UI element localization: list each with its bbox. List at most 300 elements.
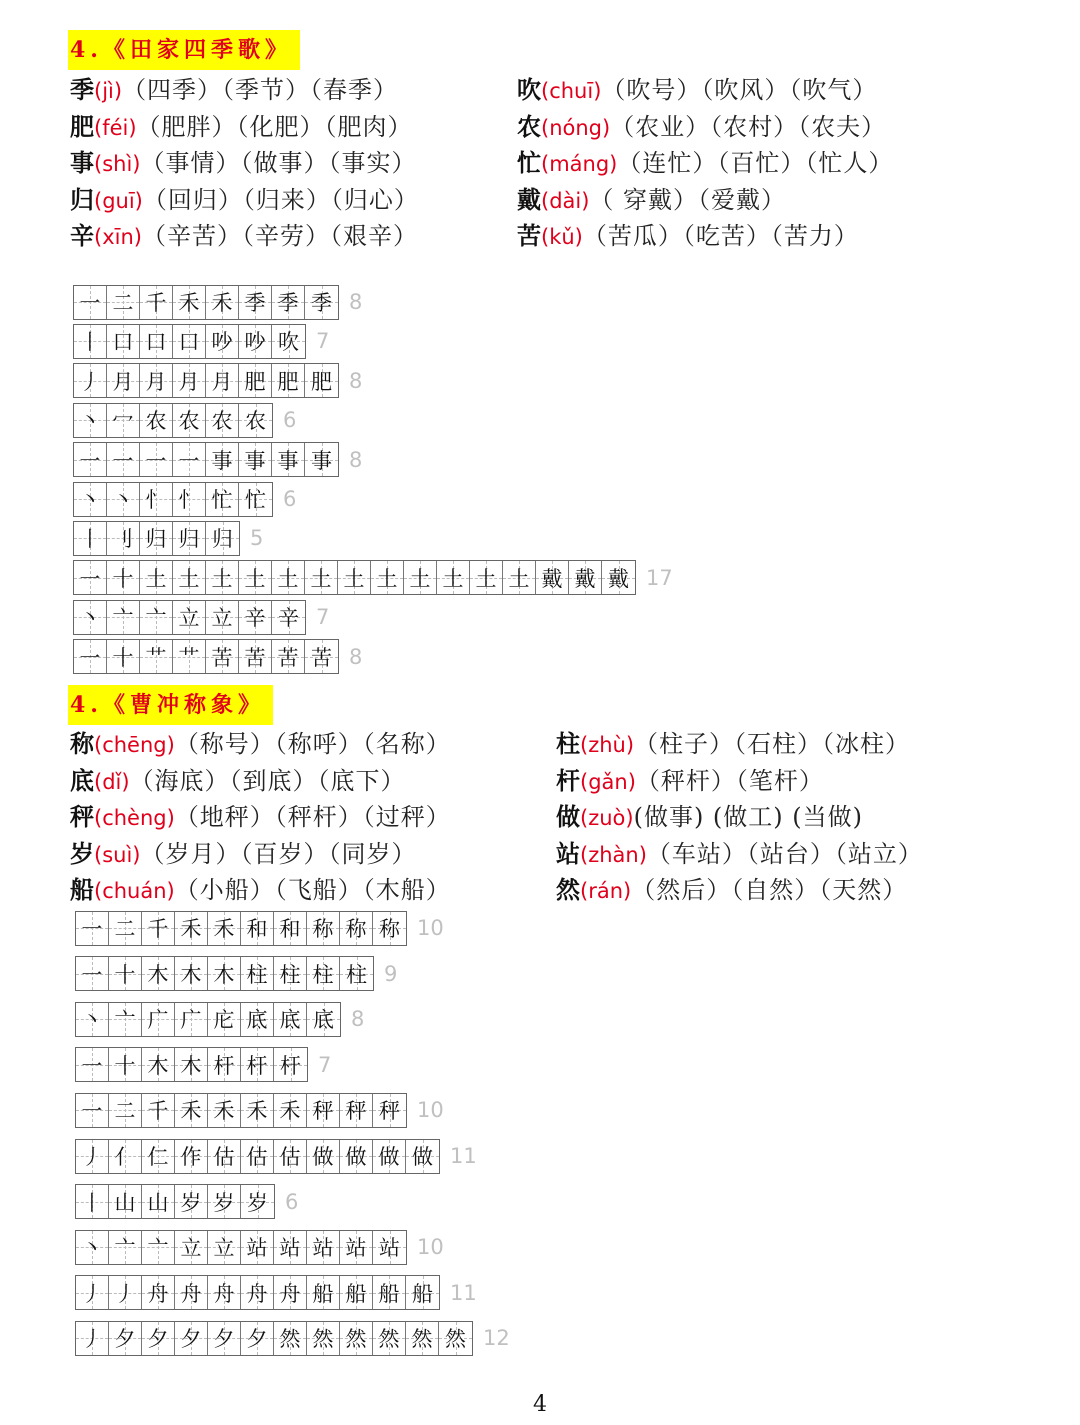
stroke-glyph: 做 [378, 1145, 400, 1169]
stroke-cell [340, 912, 373, 945]
vocab-pinyin: (rán) [580, 879, 632, 903]
stroke-count: 8 [349, 290, 363, 314]
vocab-words: （辛苦）（辛劳）（艰辛） [141, 222, 418, 250]
stroke-cell [274, 1322, 307, 1355]
stroke-glyph: 丨 [81, 1190, 103, 1215]
vocab-entry [70, 182, 419, 218]
stroke-glyph: 然 [411, 1327, 433, 1352]
stroke-glyph: 土 [244, 566, 266, 591]
stroke-cell [142, 912, 175, 945]
stroke-cell [208, 1094, 241, 1127]
vocab-words: (做事) (做工) (当做) [633, 803, 864, 831]
stroke-glyph: 亠 [147, 1236, 169, 1261]
stroke-grid [73, 442, 339, 477]
stroke-glyph: 舟 [246, 1281, 268, 1306]
stroke-glyph: 忙 [211, 488, 233, 512]
stroke-glyph: 季 [277, 291, 299, 315]
stroke-cell [206, 404, 239, 437]
stroke-glyph: 做 [412, 1145, 433, 1169]
vocab-character: 柱 [556, 729, 580, 758]
stroke-cell [406, 1276, 439, 1309]
stroke-glyph: 夕 [246, 1327, 268, 1352]
vocab-character: 肥 [70, 111, 94, 141]
stroke-glyph: 禾 [211, 291, 233, 315]
stroke-glyph: 艹 [145, 645, 167, 670]
vocab-words: （连忙）（百忙）（忙人） [617, 149, 894, 177]
stroke-glyph: 站 [379, 1236, 400, 1261]
vocab-character: 季 [70, 75, 94, 104]
stroke-glyph: 忄 [145, 488, 167, 512]
stroke-glyph: 土 [145, 566, 167, 591]
stroke-cell [241, 1003, 274, 1036]
stroke-glyph: 丶 [79, 488, 101, 512]
stroke-grid [73, 324, 306, 359]
stroke-glyph: 吵 [211, 330, 233, 355]
vocab-entry [517, 218, 859, 254]
stroke-glyph: 一 [79, 645, 101, 670]
vocab-entry [556, 872, 907, 908]
stroke-count: 8 [349, 368, 363, 393]
stroke-glyph: 土 [442, 566, 464, 591]
stroke-grid [75, 1230, 407, 1265]
stroke-glyph: 土 [343, 566, 365, 591]
stroke-glyph: 千 [145, 291, 167, 315]
stroke-glyph: 丿 [81, 1327, 103, 1352]
vocab-words: （然后）（自然）（天然） [631, 876, 908, 904]
stroke-cell [74, 286, 107, 319]
stroke-cell [107, 483, 140, 516]
vocab-words: （农业）（农村）（农夫） [610, 112, 887, 141]
stroke-cell [305, 364, 338, 397]
stroke-cell [340, 1231, 373, 1264]
vocab-entry [517, 145, 893, 181]
vocab-entry [556, 836, 923, 872]
vocab-pinyin: (nóng) [541, 115, 611, 140]
stroke-cell [305, 286, 338, 319]
stroke-grid [75, 1093, 407, 1128]
stroke-cell [274, 912, 307, 945]
stroke-cell [371, 561, 404, 594]
stroke-glyph: 底 [313, 1008, 334, 1033]
stroke-glyph: 亠 [145, 606, 167, 631]
stroke-grid [75, 1184, 275, 1219]
stroke-cell [272, 640, 305, 673]
stroke-cell [208, 912, 241, 945]
stroke-glyph: 站 [345, 1236, 367, 1261]
stroke-cell [206, 561, 239, 594]
stroke-grid [75, 1002, 341, 1037]
stroke-cell [239, 404, 272, 437]
stroke-cell [109, 1322, 142, 1355]
stroke-glyph: 一 [81, 962, 103, 987]
stroke-row [73, 639, 362, 675]
stroke-cell [107, 364, 140, 397]
stroke-cell [175, 1048, 208, 1081]
stroke-glyph: 十 [114, 1053, 136, 1078]
stroke-glyph: 月 [145, 369, 167, 394]
vocab-pinyin: (shì) [94, 152, 141, 176]
stroke-cell [206, 601, 239, 634]
stroke-glyph: 柱 [246, 962, 268, 987]
stroke-row [73, 363, 362, 399]
stroke-cell [208, 1276, 241, 1309]
stroke-cell [406, 1322, 439, 1355]
vocab-pinyin: (máng) [541, 152, 618, 176]
vocab-pinyin: (zhù) [580, 733, 635, 757]
stroke-cell [142, 1322, 175, 1355]
stroke-row [75, 1229, 444, 1265]
stroke-cell [305, 561, 338, 594]
stroke-cell [340, 1140, 373, 1173]
stroke-glyph: 一 [81, 1099, 103, 1124]
stroke-glyph: 季 [244, 291, 266, 315]
stroke-glyph: 口 [112, 330, 134, 355]
stroke-grid [75, 1139, 440, 1174]
stroke-cell [239, 325, 272, 358]
stroke-glyph: 然 [445, 1327, 466, 1352]
stroke-glyph: 木 [147, 962, 169, 987]
stroke-glyph: 夕 [114, 1327, 136, 1352]
stroke-cell [140, 561, 173, 594]
stroke-glyph: 船 [312, 1281, 334, 1306]
stroke-glyph: 归 [145, 527, 167, 552]
stroke-cell [175, 1276, 208, 1309]
stroke-cell [206, 364, 239, 397]
stroke-cell [241, 1048, 274, 1081]
stroke-glyph: 事 [211, 448, 233, 473]
stroke-grid [73, 560, 636, 595]
vocab-words: （秤杆）（笔杆） [635, 766, 824, 795]
stroke-glyph: 夕 [180, 1327, 202, 1352]
stroke-glyph: 事 [244, 448, 266, 473]
vocab-entry [70, 836, 416, 872]
stroke-glyph: 苦 [311, 645, 332, 670]
stroke-cell [76, 1276, 109, 1309]
stroke-cell [175, 1140, 208, 1173]
stroke-row [73, 599, 329, 635]
stroke-glyph: 山 [114, 1190, 136, 1215]
stroke-glyph: 丶 [79, 606, 101, 631]
stroke-count: 7 [316, 605, 330, 630]
stroke-cell [107, 601, 140, 634]
stroke-cell [307, 1231, 340, 1264]
stroke-glyph: 一 [178, 448, 200, 473]
stroke-glyph: 立 [178, 606, 200, 631]
stroke-cell [241, 957, 274, 990]
stroke-glyph: 丶 [81, 1236, 103, 1261]
stroke-glyph: 土 [508, 566, 530, 591]
stroke-glyph: 艹 [178, 645, 200, 670]
vocab-character: 农 [517, 111, 541, 141]
stroke-glyph: 作 [180, 1145, 202, 1169]
stroke-glyph: 丶 [79, 409, 101, 434]
vocab-entry [70, 145, 416, 181]
stroke-cell [173, 364, 206, 397]
stroke-glyph: 禾 [180, 917, 202, 941]
stroke-cell [142, 957, 175, 990]
stroke-cell [602, 561, 635, 594]
stroke-glyph: 吹 [278, 330, 299, 355]
stroke-row [73, 520, 263, 556]
stroke-cell [307, 1322, 340, 1355]
stroke-cell [109, 1094, 142, 1127]
stroke-cell [173, 286, 206, 319]
stroke-count: 6 [283, 487, 297, 511]
stroke-glyph: 二 [114, 1099, 136, 1124]
stroke-cell [76, 1322, 109, 1355]
stroke-count: 8 [349, 447, 363, 472]
stroke-count: 6 [285, 1189, 299, 1214]
vocab-character: 归 [70, 184, 94, 214]
stroke-cell [173, 522, 206, 555]
vocab-pinyin: (guī) [94, 188, 143, 213]
stroke-glyph: 二 [112, 291, 134, 315]
vocab-character: 忙 [517, 148, 541, 177]
stroke-glyph: 丶 [112, 488, 134, 512]
stroke-glyph: 仁 [147, 1145, 169, 1169]
stroke-glyph: 木 [180, 1053, 202, 1078]
stroke-cell [107, 286, 140, 319]
stroke-glyph: 苦 [244, 645, 266, 670]
vocab-entry [70, 726, 451, 762]
stroke-cell [107, 561, 140, 594]
stroke-cell [142, 1003, 175, 1036]
stroke-glyph: 站 [246, 1236, 268, 1261]
vocab-entry [70, 763, 406, 799]
stroke-glyph: 站 [312, 1236, 334, 1261]
stroke-glyph: 做 [312, 1145, 334, 1169]
stroke-cell [373, 1231, 406, 1264]
stroke-count: 11 [450, 1280, 477, 1305]
stroke-cell [373, 1322, 406, 1355]
stroke-cell [140, 640, 173, 673]
stroke-glyph: 亻 [114, 1145, 136, 1169]
stroke-glyph: 杆 [280, 1053, 301, 1078]
stroke-cell [239, 286, 272, 319]
stroke-row [75, 1320, 510, 1356]
vocab-words: （称号）（称呼）（名称） [174, 730, 451, 758]
stroke-glyph: 事 [311, 448, 332, 473]
stroke-grid [75, 1321, 473, 1356]
stroke-cell [74, 561, 107, 594]
stroke-glyph: 然 [312, 1327, 334, 1352]
vocab-entry [517, 72, 877, 108]
stroke-cell [274, 1140, 307, 1173]
stroke-cell [109, 1231, 142, 1264]
section-title-1: 4.《田家四季歌》 [68, 30, 300, 70]
stroke-cell [173, 404, 206, 437]
stroke-cell [340, 957, 373, 990]
stroke-glyph: 丿 [81, 1145, 103, 1169]
stroke-cell [109, 1276, 142, 1309]
stroke-cell [175, 1185, 208, 1218]
vocab-pinyin: (kǔ) [541, 225, 583, 249]
stroke-cell [142, 1140, 175, 1173]
stroke-cell [241, 1185, 274, 1218]
stroke-grid [73, 521, 240, 556]
stroke-glyph: 刂 [112, 527, 134, 552]
stroke-glyph: 禾 [213, 917, 235, 941]
stroke-glyph: 禾 [178, 291, 200, 315]
stroke-cell [173, 640, 206, 673]
vocab-pinyin: (suì) [94, 842, 141, 867]
stroke-cell [173, 561, 206, 594]
vocab-pinyin: (chuán) [94, 879, 175, 903]
stroke-glyph: 柱 [346, 962, 367, 987]
stroke-row [73, 560, 673, 596]
stroke-glyph: 站 [279, 1236, 301, 1261]
stroke-cell [208, 1048, 241, 1081]
vocab-entry [517, 182, 786, 218]
stroke-cell [305, 640, 338, 673]
vocab-words: （苦瓜）（吃苦）（苦力） [582, 222, 859, 250]
stroke-glyph: 冖 [112, 409, 134, 434]
stroke-cell [142, 1276, 175, 1309]
stroke-count: 9 [384, 961, 398, 986]
stroke-cell [76, 1140, 109, 1173]
stroke-cell [140, 286, 173, 319]
stroke-count: 10 [417, 916, 444, 940]
stroke-glyph: 土 [376, 566, 398, 591]
vocab-character: 船 [70, 875, 94, 904]
vocab-words: （事情）（做事）（事实） [140, 149, 417, 177]
stroke-cell [140, 325, 173, 358]
stroke-cell [373, 1140, 406, 1173]
stroke-cell [76, 912, 109, 945]
stroke-cell [107, 404, 140, 437]
vocab-pinyin: (gǎn) [580, 769, 636, 794]
stroke-cell [175, 1231, 208, 1264]
stroke-glyph: 夕 [147, 1327, 169, 1352]
stroke-glyph: 丨 [79, 330, 101, 355]
stroke-glyph: 禾 [213, 1099, 235, 1124]
vocab-words: （小船）（飞船）（木船） [174, 876, 451, 904]
stroke-glyph: 禾 [180, 1099, 202, 1124]
stroke-glyph: 立 [180, 1236, 202, 1261]
stroke-glyph: 归 [212, 527, 233, 552]
stroke-glyph: 土 [310, 566, 332, 591]
stroke-count: 8 [349, 644, 363, 669]
stroke-row [75, 1275, 477, 1311]
vocab-words: （岁月）（百岁）（同岁） [140, 839, 417, 868]
vocab-character: 苦 [517, 221, 541, 250]
stroke-cell [140, 601, 173, 634]
stroke-cell [373, 912, 406, 945]
stroke-glyph: 估 [213, 1145, 235, 1169]
stroke-cell [208, 1322, 241, 1355]
stroke-glyph: 和 [246, 917, 268, 941]
stroke-count: 7 [316, 329, 330, 354]
stroke-cell [142, 1185, 175, 1218]
stroke-cell [173, 483, 206, 516]
stroke-cell [74, 483, 107, 516]
vocab-character: 称 [70, 729, 94, 758]
stroke-count: 12 [483, 1326, 510, 1351]
stroke-glyph: 称 [379, 917, 400, 941]
stroke-glyph: 船 [378, 1281, 400, 1306]
vocab-words: （海底）（到底）（底下） [129, 766, 406, 795]
stroke-cell [272, 286, 305, 319]
stroke-cell [239, 601, 272, 634]
stroke-cell [142, 1094, 175, 1127]
stroke-glyph: 土 [178, 566, 200, 591]
stroke-glyph: 事 [277, 448, 299, 473]
stroke-glyph: 辛 [244, 606, 266, 631]
stroke-cell [173, 601, 206, 634]
stroke-glyph: 千 [147, 917, 169, 941]
stroke-glyph: 夕 [213, 1327, 235, 1352]
stroke-glyph: 农 [211, 409, 233, 434]
vocab-character: 然 [556, 875, 580, 904]
stroke-glyph: 丿 [81, 1281, 103, 1306]
stroke-cell [272, 561, 305, 594]
stroke-glyph: 土 [277, 566, 299, 591]
stroke-glyph: 然 [279, 1327, 301, 1352]
stroke-cell [307, 957, 340, 990]
stroke-glyph: 丿 [79, 369, 101, 394]
stroke-cell [107, 325, 140, 358]
stroke-glyph: 做 [345, 1145, 367, 1169]
stroke-glyph: 一 [81, 1053, 103, 1078]
stroke-cell [340, 1276, 373, 1309]
stroke-glyph: 禾 [279, 1099, 301, 1124]
stroke-cell [536, 561, 569, 594]
stroke-cell [340, 1094, 373, 1127]
stroke-glyph: 估 [246, 1145, 268, 1169]
stroke-glyph: 舟 [180, 1281, 202, 1306]
stroke-cell [140, 483, 173, 516]
stroke-count: 6 [283, 408, 297, 433]
stroke-glyph: 估 [279, 1145, 301, 1169]
stroke-cell [140, 443, 173, 476]
stroke-cell [74, 404, 107, 437]
stroke-cell [109, 1048, 142, 1081]
stroke-glyph: 二 [114, 917, 136, 941]
stroke-grid [73, 482, 273, 517]
stroke-glyph: 亠 [114, 1008, 136, 1033]
vocab-entry [70, 72, 398, 108]
stroke-cell [239, 561, 272, 594]
stroke-glyph: 称 [345, 917, 367, 941]
vocab-pinyin: (dǐ) [94, 769, 130, 794]
stroke-glyph: 广 [180, 1008, 202, 1033]
stroke-grid [73, 285, 339, 320]
stroke-grid [75, 1275, 440, 1310]
stroke-glyph: 土 [211, 566, 233, 591]
stroke-cell [239, 364, 272, 397]
stroke-glyph: 船 [412, 1281, 433, 1306]
page-number: 4 [533, 1392, 547, 1417]
stroke-glyph: 忙 [245, 488, 266, 512]
stroke-glyph: 秤 [379, 1099, 400, 1124]
stroke-cell [206, 443, 239, 476]
stroke-glyph: 岁 [180, 1190, 202, 1215]
stroke-grid [73, 403, 273, 438]
vocab-entry [556, 763, 824, 799]
stroke-cell [241, 1322, 274, 1355]
stroke-grid [73, 639, 339, 674]
vocab-words: （车站）（站台）（站立） [646, 839, 923, 868]
stroke-cell [74, 443, 107, 476]
stroke-cell [175, 1094, 208, 1127]
stroke-cell [503, 561, 536, 594]
stroke-glyph: 归 [178, 527, 200, 552]
stroke-row [75, 1047, 331, 1083]
stroke-cell [109, 1185, 142, 1218]
stroke-cell [208, 957, 241, 990]
stroke-cell [107, 522, 140, 555]
vocab-character: 岁 [70, 838, 94, 868]
